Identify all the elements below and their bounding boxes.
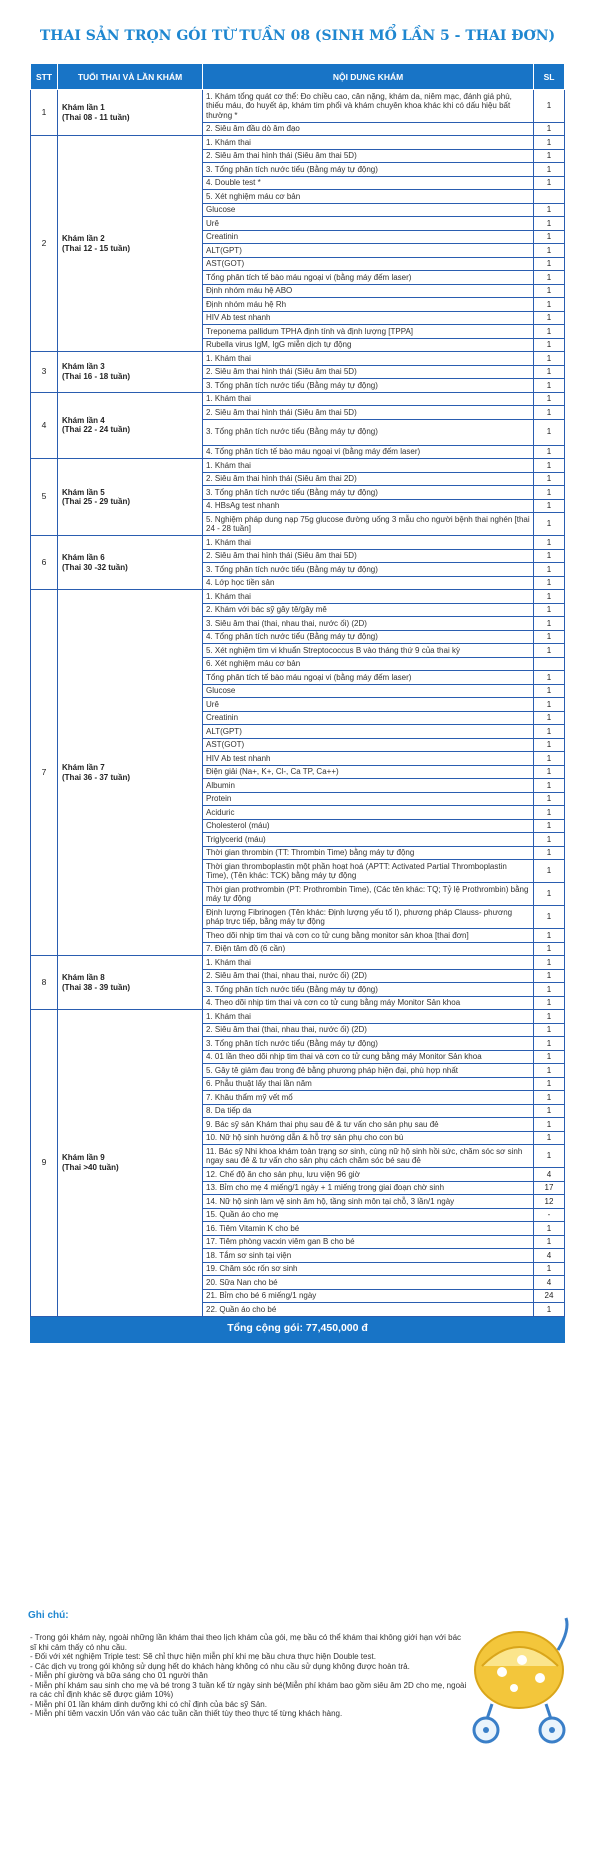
content-cell: 1. Khám thai — [203, 1010, 534, 1024]
quantity-cell: 1 — [534, 833, 565, 847]
table-row — [31, 956, 565, 970]
quantity-cell: 1 — [534, 499, 565, 513]
quantity-cell: 1 — [534, 1104, 565, 1118]
content-cell: 4. Theo dõi nhịp tim thai và cơn co tử cung bằng máy Monitor Sản khoa — [203, 996, 534, 1010]
quantity-cell: 1 — [534, 630, 565, 644]
content-cell: Aciduric — [203, 806, 534, 820]
quantity-cell: 1 — [534, 90, 565, 123]
header-sl: SL — [534, 64, 565, 90]
quantity-cell: 1 — [534, 445, 565, 459]
quantity-cell: 1 — [534, 486, 565, 500]
quantity-cell: 1 — [534, 1064, 565, 1078]
quantity-cell: 1 — [534, 244, 565, 258]
header-visit: TUỔI THAI VÀ LẦN KHÁM — [58, 64, 203, 90]
note-line: - Các dịch vụ trong gói không sử dụng hết do khách hàng không có nhu cầu sử dụng không được hoàn trả. — [30, 1661, 410, 1671]
content-cell: 10. Nữ hộ sinh hướng dẫn & hỗ trợ sản phụ cho con bú — [203, 1131, 534, 1145]
content-cell: AST(GOT) — [203, 257, 534, 271]
content-cell: 3. Tổng phân tích nước tiểu (Bằng máy tự động) — [203, 563, 534, 577]
quantity-cell: - — [534, 1208, 565, 1222]
visit-cell: Khám lần 8 (Thai 38 - 39 tuần) — [58, 956, 203, 1010]
content-cell: 4. 01 lần theo dõi nhịp tim thai và cơn co tử cung bằng máy Monitor Sản khoa — [203, 1050, 534, 1064]
content-cell: 4. Lớp học tiền sản — [203, 576, 534, 590]
table-row — [31, 392, 565, 406]
quantity-cell: 1 — [534, 1023, 565, 1037]
package-table — [30, 63, 565, 1343]
note-line: - Đối với xét nghiệm Triple test: Sẽ chỉ thực hiện miễn phí khi mẹ bầu chưa thực hiện Double test. — [30, 1652, 376, 1661]
quantity-cell — [534, 657, 565, 671]
note-line: - Miễn phí 01 lần khám dinh dưỡng khi có chỉ định của bác sỹ Sản. — [30, 1699, 267, 1709]
content-cell: Triglycerid (máu) — [203, 833, 534, 847]
quantity-cell: 1 — [534, 590, 565, 604]
quantity-cell: 1 — [534, 1091, 565, 1105]
content-cell: ALT(GPT) — [203, 244, 534, 258]
quantity-cell: 1 — [534, 549, 565, 563]
page-title: THAI SẢN TRỌN GÓI TỪ TUẦN 08 (SINH MỔ LẦN 5 - THAI ĐƠN) — [39, 28, 556, 44]
content-cell: HIV Ab test nhanh — [203, 311, 534, 325]
quantity-cell: 1 — [534, 929, 565, 943]
content-cell: Creatinin — [203, 230, 534, 244]
quantity-cell: 1 — [534, 1235, 565, 1249]
quantity-cell: 1 — [534, 1262, 565, 1276]
content-cell: Urê — [203, 698, 534, 712]
quantity-cell: 1 — [534, 883, 565, 906]
quantity-cell: 1 — [534, 684, 565, 698]
quantity-cell: 1 — [534, 176, 565, 190]
content-cell: 1. Khám thai — [203, 392, 534, 406]
quantity-cell: 1 — [534, 671, 565, 685]
quantity-cell: 1 — [534, 392, 565, 406]
table-row — [31, 459, 565, 473]
quantity-cell: 1 — [534, 711, 565, 725]
quantity-cell: 1 — [534, 576, 565, 590]
quantity-cell: 4 — [534, 1249, 565, 1263]
quantity-cell: 1 — [534, 311, 565, 325]
content-cell: 17. Tiêm phòng vacxin viêm gan B cho bé — [203, 1235, 534, 1249]
content-cell: 13. Bỉm cho mẹ 4 miếng/1 ngày + 1 miếng trong giai đoạn chờ sinh — [203, 1181, 534, 1195]
visit-cell: Khám lần 3 (Thai 16 - 18 tuần) — [58, 352, 203, 393]
visit-cell: Khám lần 7 (Thai 36 - 37 tuần) — [58, 590, 203, 956]
visit-cell: Khám lần 6 (Thai 30 -32 tuần) — [58, 536, 203, 590]
content-cell: Protein — [203, 792, 534, 806]
note-line: - Miễn phí giường và bữa sáng cho 01 người thân — [30, 1671, 208, 1680]
content-cell: 3. Tổng phân tích nước tiểu (Bằng máy tự động) — [203, 379, 534, 393]
content-cell: Glucose — [203, 684, 534, 698]
content-cell: 8. Da tiếp da — [203, 1104, 534, 1118]
quantity-cell: 1 — [534, 257, 565, 271]
quantity-cell: 1 — [534, 136, 565, 150]
content-cell: 3. Tổng phân tích nước tiểu (Bằng máy tự động) — [203, 1037, 534, 1051]
content-cell: Theo dõi nhịp tim thai và cơn co tử cung bằng monitor sản khoa [thai đơn] — [203, 929, 534, 943]
content-cell: 9. Bác sỹ sản Khám thai phụ sau đẻ & tư vấn cho sản phụ sau đẻ — [203, 1118, 534, 1132]
quantity-cell: 1 — [534, 779, 565, 793]
content-cell: HIV Ab test nhanh — [203, 752, 534, 766]
quantity-cell: 1 — [534, 163, 565, 177]
content-cell: 19. Chăm sóc rốn sơ sinh — [203, 1262, 534, 1276]
quantity-cell: 1 — [534, 406, 565, 420]
content-cell: 3. Tổng phân tích nước tiểu (Bằng máy tự động) — [203, 983, 534, 997]
quantity-cell: 1 — [534, 1222, 565, 1236]
quantity-cell: 1 — [534, 563, 565, 577]
quantity-cell: 1 — [534, 203, 565, 217]
quantity-cell: 1 — [534, 419, 565, 445]
content-cell: 5. Xét nghiệm tìm vi khuẩn Streptococcus B vào tháng thứ 9 của thai kỳ — [203, 644, 534, 658]
stt-cell: 5 — [31, 459, 58, 536]
content-cell: Điện giải (Na+, K+, Cl-, Ca TP, Ca++) — [203, 765, 534, 779]
quantity-cell: 1 — [534, 603, 565, 617]
content-cell: 15. Quần áo cho mẹ — [203, 1208, 534, 1222]
quantity-cell: 1 — [534, 1037, 565, 1051]
content-cell: Tổng phân tích tế bào máu ngoại vi (bằng máy đếm laser) — [203, 671, 534, 685]
content-cell: 3. Tổng phân tích nước tiểu (Bằng máy tự động) — [203, 419, 534, 445]
quantity-cell: 1 — [534, 725, 565, 739]
quantity-cell: 1 — [534, 738, 565, 752]
content-cell: 20. Sữa Nan cho bé — [203, 1276, 534, 1290]
content-cell: 3. Tổng phân tích nước tiểu (Bằng máy tự động) — [203, 163, 534, 177]
quantity-cell: 1 — [534, 806, 565, 820]
quantity-cell: 1 — [534, 996, 565, 1010]
quantity-cell: 1 — [534, 969, 565, 983]
quantity-cell: 1 — [534, 1010, 565, 1024]
content-cell: Thời gian prothrombin (PT: Prothrombin Time), (Các tên khác: TQ; Tỷ lệ Prothrombin) bằng máy tự động — [203, 883, 534, 906]
content-cell: 12. Chế độ ăn cho sản phụ, lưu viện 96 giờ — [203, 1168, 534, 1182]
content-cell: 4. Double test * — [203, 176, 534, 190]
content-cell: AST(GOT) — [203, 738, 534, 752]
visit-cell: Khám lần 9 (Thai >40 tuần) — [58, 1010, 203, 1317]
content-cell: 2. Siêu âm thai hình thái (Siêu âm thai 5D) — [203, 149, 534, 163]
quantity-cell: 1 — [534, 617, 565, 631]
content-cell: 1. Khám tổng quát cơ thể: Đo chiều cao, cân nặng, khám da, niêm mạc, đánh giá phù, thiếu máu, đo huyết áp, khám tim phổi và khám chuyên khoa khác khi có dấu hiệu bất thường * — [203, 90, 534, 123]
quantity-cell: 17 — [534, 1181, 565, 1195]
content-cell: 1. Khám thai — [203, 536, 534, 550]
table-row — [31, 352, 565, 366]
quantity-cell: 1 — [534, 860, 565, 883]
content-cell: 2. Siêu âm thai hình thái (Siêu âm thai 2D) — [203, 472, 534, 486]
quantity-cell: 1 — [534, 122, 565, 136]
note-line: - Miễn phí khám sau sinh cho mẹ và bé trong 3 tuần kể từ ngày sinh bé(Miễn phí khám bao gồm siêu âm 2D cho mẹ, ngoài ra các chỉ định khác sẽ được giảm 10%) — [30, 1680, 467, 1699]
stt-cell: 4 — [31, 392, 58, 459]
content-cell: Cholesterol (máu) — [203, 819, 534, 833]
quantity-cell: 1 — [534, 459, 565, 473]
table-row — [31, 90, 565, 123]
quantity-cell: 1 — [534, 472, 565, 486]
quantity-cell: 1 — [534, 149, 565, 163]
quantity-cell: 24 — [534, 1289, 565, 1303]
content-cell: 16. Tiêm Vitamin K cho bé — [203, 1222, 534, 1236]
quantity-cell: 1 — [534, 338, 565, 352]
content-cell: Albumin — [203, 779, 534, 793]
table-row — [31, 1010, 565, 1024]
content-cell: 4. Tổng phân tích nước tiểu (Bằng máy tự động) — [203, 630, 534, 644]
content-cell: 6. Phẫu thuật lấy thai lần năm — [203, 1077, 534, 1091]
quantity-cell: 1 — [534, 644, 565, 658]
content-cell: 7. Điện tâm đồ (6 cần) — [203, 942, 534, 956]
table-row — [31, 536, 565, 550]
table-row — [31, 136, 565, 150]
content-cell: 4. HBsAg test nhanh — [203, 499, 534, 513]
total-row — [31, 1316, 565, 1342]
visit-cell: Khám lần 2 (Thai 12 - 15 tuần) — [58, 136, 203, 352]
stt-cell: 2 — [31, 136, 58, 352]
table-header-row — [31, 64, 565, 90]
quantity-cell: 1 — [534, 365, 565, 379]
content-cell: 6. Xét nghiệm máu cơ bản — [203, 657, 534, 671]
quantity-cell: 1 — [534, 698, 565, 712]
content-cell: 2. Siêu âm thai hình thái (Siêu âm thai 5D) — [203, 406, 534, 420]
table-body — [31, 90, 565, 1317]
content-cell: Glucose — [203, 203, 534, 217]
content-cell: 2. Siêu âm thai (thai, nhau thai, nước ối) (2D) — [203, 969, 534, 983]
content-cell: 18. Tắm sơ sinh tại viện — [203, 1249, 534, 1263]
stt-cell: 7 — [31, 590, 58, 956]
quantity-cell: 4 — [534, 1168, 565, 1182]
quantity-cell: 1 — [534, 284, 565, 298]
quantity-cell: 1 — [534, 792, 565, 806]
content-cell: Treponema pallidum TPHA định tính và định lượng [TPPA] — [203, 325, 534, 339]
quantity-cell: 1 — [534, 752, 565, 766]
content-cell: 1. Khám thai — [203, 590, 534, 604]
content-cell: Định lượng Fibrinogen (Tên khác: Định lượng yếu tố I), phương pháp Clauss- phương pháp trực tiếp, bằng máy tự động — [203, 906, 534, 929]
quantity-cell: 1 — [534, 325, 565, 339]
content-cell: 2. Siêu âm thai (thai, nhau thai, nước ối) (2D) — [203, 1023, 534, 1037]
content-cell: 1. Khám thai — [203, 459, 534, 473]
content-cell: 5. Nghiệm pháp dung nạp 75g glucose đường uống 3 mẫu cho người bệnh thai nghén [thai 24 - 28 tuần] — [203, 513, 534, 536]
quantity-cell: 1 — [534, 1118, 565, 1132]
quantity-cell: 1 — [534, 1131, 565, 1145]
content-cell: 1. Khám thai — [203, 136, 534, 150]
note-line: - Trong gói khám này, ngoài những lần khám thai theo lịch khám của gói, mẹ bầu có thể khám thai không giới hạn với bác sĩ khi cảm thấy có nhu cầu. — [30, 1633, 462, 1652]
content-cell: Định nhóm máu hệ ABO — [203, 284, 534, 298]
content-cell: 22. Quần áo cho bé — [203, 1303, 534, 1317]
content-cell: 1. Khám thai — [203, 352, 534, 366]
package-table-container — [30, 63, 564, 1343]
stt-cell: 6 — [31, 536, 58, 590]
stt-cell: 9 — [31, 1010, 58, 1317]
quantity-cell: 4 — [534, 1276, 565, 1290]
content-cell: Creatinin — [203, 711, 534, 725]
quantity-cell: 1 — [534, 352, 565, 366]
quantity-cell: 1 — [534, 217, 565, 231]
content-cell: Urê — [203, 217, 534, 231]
content-cell: Rubella virus IgM, IgG miễn dịch tự động — [203, 338, 534, 352]
quantity-cell: 1 — [534, 765, 565, 779]
quantity-cell: 1 — [534, 846, 565, 860]
quantity-cell: 1 — [534, 1145, 565, 1168]
quantity-cell: 1 — [534, 230, 565, 244]
quantity-cell: 1 — [534, 956, 565, 970]
content-cell: 14. Nữ hộ sinh làm vệ sinh âm hộ, tầng sinh môn tại chỗ, 3 lần/1 ngày — [203, 1195, 534, 1209]
quantity-cell: 1 — [534, 983, 565, 997]
content-cell: 3. Siêu âm thai (thai, nhau thai, nước ối) (2D) — [203, 617, 534, 631]
content-cell: 2. Siêu âm đầu dò âm đạo — [203, 122, 534, 136]
notes-section — [28, 1610, 468, 1719]
content-cell: ALT(GPT) — [203, 725, 534, 739]
notes-list — [28, 1633, 468, 1719]
content-cell: 2. Siêu âm thai hình thái (Siêu âm thai 5D) — [203, 365, 534, 379]
quantity-cell: 1 — [534, 819, 565, 833]
visit-cell: Khám lần 4 (Thai 22 - 24 tuần) — [58, 392, 203, 459]
content-cell: 11. Bác sỹ Nhi khoa khám toàn trạng sơ sinh, cùng nữ hộ sinh hồi sức, chăm sóc sơ sinh ngay sau đẻ & tư vấn cho sản phụ cách chăm sóc bé sau đẻ — [203, 1145, 534, 1168]
content-cell: 3. Tổng phân tích nước tiểu (Bằng máy tự động) — [203, 486, 534, 500]
total-price: Tổng cộng gói: 77,450,000 đ — [31, 1316, 565, 1342]
quantity-cell — [534, 190, 565, 204]
quantity-cell: 1 — [534, 271, 565, 285]
table-row — [31, 590, 565, 604]
content-cell: 2. Khám với bác sỹ gây tê/gây mê — [203, 603, 534, 617]
content-cell: Thời gian thromboplastin một phần hoạt hoá (APTT: Activated Partial Thromboplastin Time), (Tên khác: TCK) bằng máy tự động — [203, 860, 534, 883]
visit-cell: Khám lần 1 (Thai 08 - 11 tuần) — [58, 90, 203, 136]
header-content: NỘI DUNG KHÁM — [203, 64, 534, 90]
quantity-cell: 1 — [534, 536, 565, 550]
quantity-cell: 1 — [534, 513, 565, 536]
quantity-cell: 1 — [534, 1303, 565, 1317]
stt-cell: 8 — [31, 956, 58, 1010]
stt-cell: 3 — [31, 352, 58, 393]
notes-title: Ghi chú: — [28, 1610, 69, 1621]
quantity-cell: 1 — [534, 906, 565, 929]
quantity-cell: 1 — [534, 942, 565, 956]
content-cell: 4. Tổng phân tích tế bào máu ngoại vi (bằng máy đếm laser) — [203, 445, 534, 459]
content-cell: 7. Khâu thẩm mỹ vết mổ — [203, 1091, 534, 1105]
content-cell: 21. Bỉm cho bé 6 miếng/1 ngày — [203, 1289, 534, 1303]
quantity-cell: 1 — [534, 379, 565, 393]
header-stt: STT — [31, 64, 58, 90]
quantity-cell: 1 — [534, 1050, 565, 1064]
content-cell: Định nhóm máu hệ Rh — [203, 298, 534, 312]
content-cell: 1. Khám thai — [203, 956, 534, 970]
content-cell: Thời gian thrombin (TT: Thrombin Time) bằng máy tự động — [203, 846, 534, 860]
note-line: - Miễn phí tiêm vacxin Uốn ván vào các tuần cần thiết tùy theo thực tế từng khách hàng. — [30, 1709, 343, 1718]
quantity-cell: 1 — [534, 298, 565, 312]
stt-cell: 1 — [31, 90, 58, 136]
content-cell: Tổng phân tích tế bào máu ngoại vi (bằng máy đếm laser) — [203, 271, 534, 285]
content-cell: 5. Xét nghiệm máu cơ bản — [203, 190, 534, 204]
content-cell: 2. Siêu âm thai hình thái (Siêu âm thai 5D) — [203, 549, 534, 563]
quantity-cell: 12 — [534, 1195, 565, 1209]
quantity-cell: 1 — [534, 1077, 565, 1091]
baby-stroller-icon — [462, 1600, 577, 1750]
visit-cell: Khám lần 5 (Thai 25 - 29 tuần) — [58, 459, 203, 536]
content-cell: 5. Gây tê giảm đau trong đẻ bằng phương pháp hiện đại, phù hợp nhất — [203, 1064, 534, 1078]
